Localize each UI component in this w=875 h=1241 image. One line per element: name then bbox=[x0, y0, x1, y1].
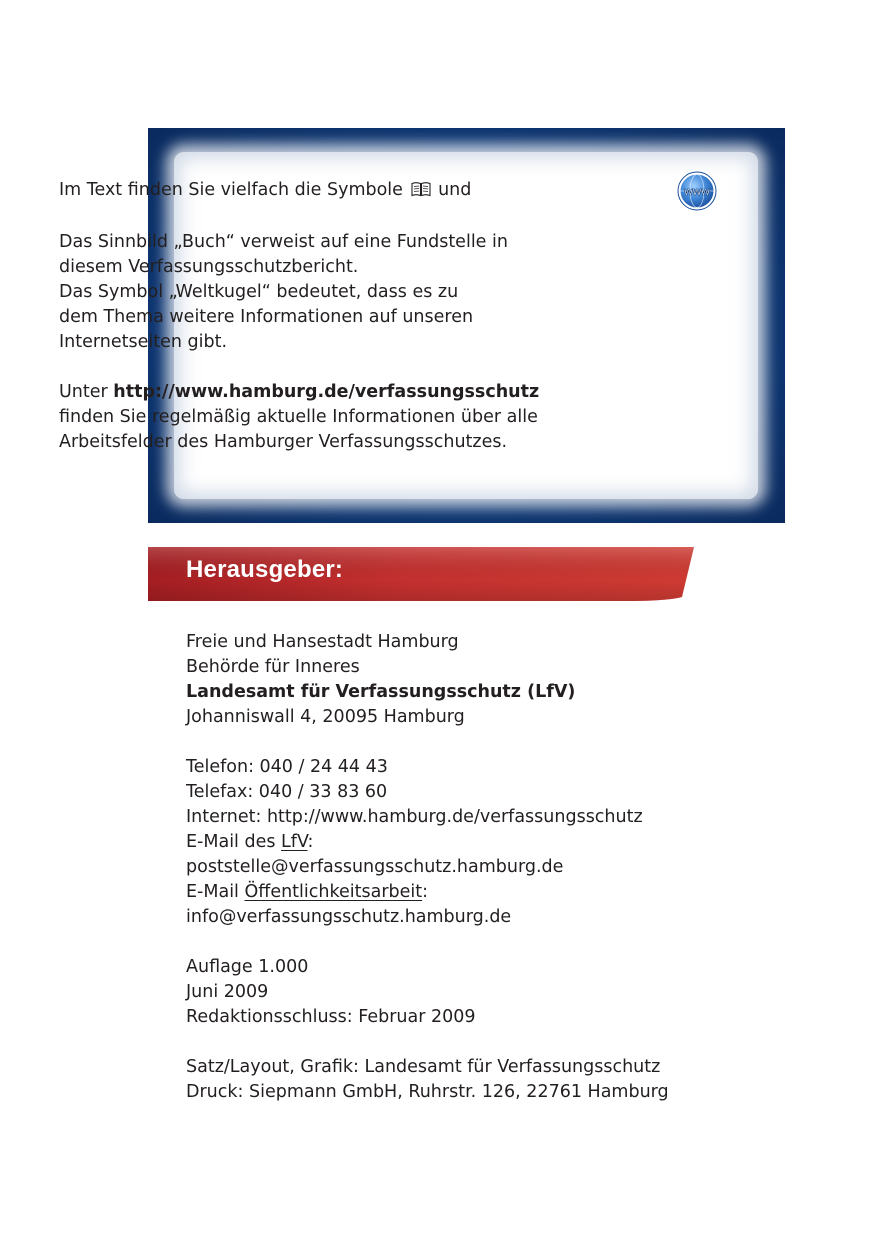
email-pr[interactable]: info@verfassungsschutz.hamburg.de bbox=[186, 907, 512, 927]
para3-line-2: finden Sie regelmäßig aktuelle Informationen über alle bbox=[59, 407, 538, 427]
email-pr-label: E-Mail Öffentlichkeitsarbeit: bbox=[186, 882, 429, 902]
para2-line-1: Das Sinnbild „Buch“ verweist auf eine Fundstelle in bbox=[59, 232, 508, 252]
editorial-deadline: Redaktionsschluss: Februar 2009 bbox=[186, 1007, 476, 1027]
para2-line-3: Das Symbol „Weltkugel“ bedeutet, dass es zu bbox=[59, 282, 459, 302]
fax: Telefax: 040 / 33 83 60 bbox=[186, 782, 388, 802]
address-line-2: Behörde für Inneres bbox=[186, 657, 360, 677]
address-line-3: Landesamt für Verfassungsschutz (LfV) bbox=[186, 682, 576, 702]
symbols-intro: Im Text finden Sie vielfach die Symbole und bbox=[59, 178, 599, 205]
info-text bbox=[59, 178, 599, 455]
globe-www-icon bbox=[677, 171, 717, 211]
printer-credit: Druck: Siepmann GmbH, Ruhrstr. 126, 22761 Hamburg bbox=[186, 1082, 669, 1102]
publisher-banner bbox=[148, 547, 696, 603]
para2-line-2: diesem Verfassungsschutzbericht. bbox=[59, 257, 359, 277]
address-line-1: Freie und Hansestadt Hamburg bbox=[186, 632, 459, 652]
para2-line-4: dem Thema weitere Informationen auf unseren bbox=[59, 307, 474, 327]
para3-line-1: Unter http://www.hamburg.de/verfassungsschutz bbox=[59, 382, 540, 402]
address-line-4: Johanniswall 4, 20095 Hamburg bbox=[186, 707, 465, 727]
para3-line-3: Arbeitsfelder des Hamburger Verfassungsschutzes. bbox=[59, 432, 508, 452]
para2-line-5: Internetseiten gibt. bbox=[59, 332, 228, 352]
email-lfv[interactable]: poststelle@verfassungsschutz.hamburg.de bbox=[186, 857, 564, 877]
svg-text:www: www bbox=[684, 186, 710, 198]
phone: Telefon: 040 / 24 44 43 bbox=[186, 757, 388, 777]
edition: Auflage 1.000 bbox=[186, 957, 309, 977]
website-link[interactable]: http://www.hamburg.de/verfassungsschutz bbox=[113, 382, 540, 402]
layout-credit: Satz/Layout, Grafik: Landesamt für Verfassungsschutz bbox=[186, 1057, 661, 1077]
imprint bbox=[186, 630, 786, 1105]
book-icon bbox=[411, 180, 431, 205]
publisher-heading: Herausgeber: bbox=[186, 556, 344, 583]
publication-date: Juni 2009 bbox=[186, 982, 269, 1002]
email-lfv-label: E-Mail des LfV: bbox=[186, 832, 314, 852]
internet[interactable]: Internet: http://www.hamburg.de/verfassungsschutz bbox=[186, 807, 643, 827]
